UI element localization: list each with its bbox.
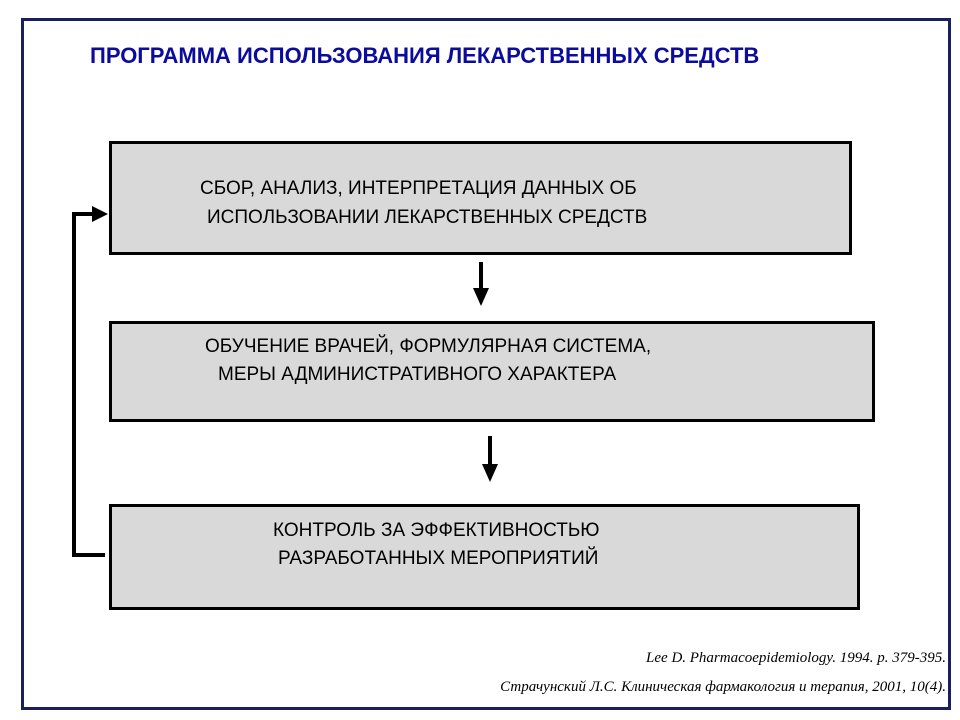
reference-lee: Lee D. Pharmacoepidemiology. 1994. p. 379-395. — [646, 650, 946, 666]
step-3-line-1: КОНТРОЛЬ ЗА ЭФФЕКТИВНОСТЬЮ — [273, 520, 600, 541]
arrow-step2-to-step3 — [482, 436, 498, 482]
arrow-step1-to-step2 — [473, 262, 489, 306]
feedback-loop-arrow — [74, 206, 108, 555]
slide-title: ПРОГРАММА ИСПОЛЬЗОВАНИЯ ЛЕКАРСТВЕННЫХ СРЕДСТВ — [90, 43, 760, 68]
step-1-line-2: ИСПОЛЬЗОВАНИИ ЛЕКАРСТВЕННЫХ СРЕДСТВ — [207, 207, 648, 228]
step-3-line-2: РАЗРАБОТАННЫХ МЕРОПРИЯТИЙ — [278, 548, 599, 569]
step-1-line-1: СБОР, АНАЛИЗ, ИНТЕРПРЕТАЦИЯ ДАННЫХ ОБ — [200, 178, 637, 199]
step-2-line-2: МЕРЫ АДМИНИСТРАТИВНОГО ХАРАКТЕРА — [218, 364, 617, 385]
step-2-line-1: ОБУЧЕНИЕ ВРАЧЕЙ, ФОРМУЛЯРНАЯ СИСТЕМА, — [205, 336, 652, 357]
reference-strachunsky: Страчунский Л.С. Клиническая фармакология и терапия, 2001, 10(4). — [500, 679, 946, 695]
